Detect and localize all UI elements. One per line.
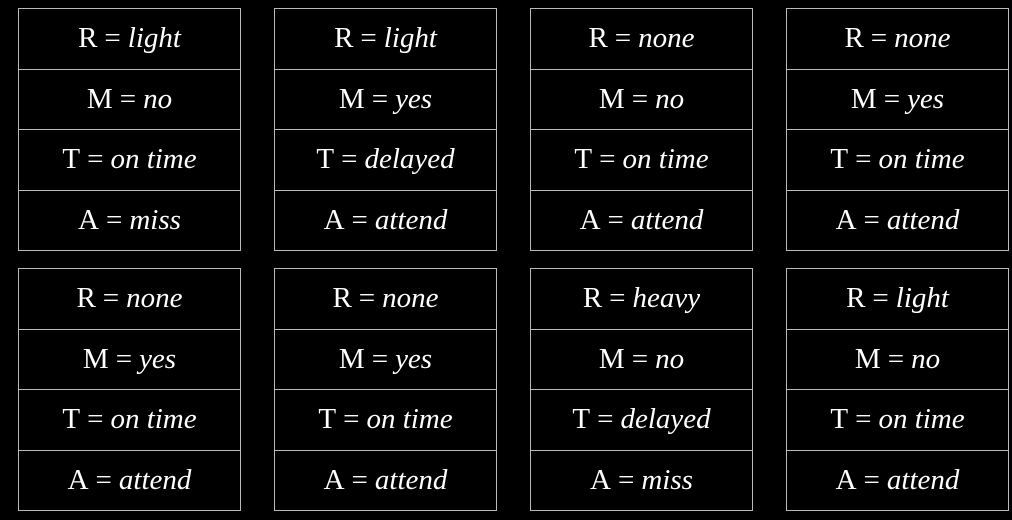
attribute-value-r: light	[383, 22, 437, 55]
attribute-value-r: none	[894, 22, 951, 55]
attribute-row-t	[19, 130, 240, 191]
equals-sign: =	[371, 342, 389, 375]
attribute-value-m: yes	[907, 82, 945, 115]
attribute-row-m	[531, 70, 752, 131]
equals-sign: =	[863, 203, 880, 236]
equals-sign: =	[631, 82, 649, 115]
attribute-value-m: no	[143, 82, 173, 115]
attribute-key-t: T	[318, 403, 337, 436]
attribute-key-a: A	[835, 203, 857, 236]
attribute-row-m	[275, 70, 496, 131]
attribute-value-r: none	[382, 282, 439, 315]
attribute-key-m: M	[86, 82, 113, 115]
attribute-row-t	[275, 130, 496, 191]
attribute-key-r: R	[332, 282, 352, 315]
example-card	[274, 268, 497, 511]
attribute-key-t: T	[316, 143, 335, 176]
attribute-row-r	[787, 269, 1008, 330]
attribute-key-a: A	[67, 463, 89, 496]
attribute-key-t: T	[830, 403, 849, 436]
attribute-row-m	[787, 330, 1008, 391]
equals-sign: =	[371, 82, 389, 115]
equals-sign: =	[887, 342, 905, 375]
example-card	[18, 268, 241, 511]
example-card	[530, 268, 753, 511]
attribute-value-m: yes	[395, 82, 433, 115]
attribute-row-r	[19, 9, 240, 70]
equals-sign: =	[95, 463, 112, 496]
attribute-value-a: miss	[641, 463, 693, 496]
attribute-value-m: yes	[139, 342, 177, 375]
equals-sign: =	[614, 22, 632, 55]
attribute-value-a: attend	[886, 463, 960, 496]
equals-sign: =	[104, 22, 121, 55]
attribute-row-m	[787, 70, 1008, 131]
attribute-value-a: attend	[630, 203, 704, 236]
equals-sign: =	[351, 203, 368, 236]
equals-sign: =	[87, 403, 104, 436]
example-card	[530, 8, 753, 251]
attribute-row-a	[531, 451, 752, 511]
attribute-row-t	[787, 390, 1008, 451]
equals-sign: =	[341, 143, 358, 176]
attribute-value-a: attend	[374, 463, 448, 496]
attribute-key-r: R	[582, 282, 603, 315]
attribute-row-t	[787, 130, 1008, 191]
attribute-value-r: light	[895, 282, 949, 315]
equals-sign: =	[351, 463, 368, 496]
attribute-key-a: A	[579, 203, 601, 236]
attribute-key-r: R	[588, 22, 608, 55]
equals-sign: =	[607, 203, 624, 236]
example-card	[786, 8, 1009, 251]
equals-sign: =	[855, 143, 872, 176]
attribute-row-m	[19, 70, 240, 131]
equals-sign: =	[631, 342, 649, 375]
attribute-key-a: A	[835, 463, 857, 496]
attribute-row-m	[19, 330, 240, 391]
equals-sign: =	[599, 143, 616, 176]
attribute-row-a	[787, 191, 1008, 251]
attribute-key-t: T	[62, 403, 81, 436]
attribute-value-a: attend	[374, 203, 448, 236]
attribute-value-m: no	[911, 342, 941, 375]
attribute-key-r: R	[334, 22, 354, 55]
equals-sign: =	[102, 282, 120, 315]
attribute-row-a	[275, 191, 496, 251]
attribute-row-r	[531, 269, 752, 330]
attribute-row-a	[19, 191, 240, 251]
attribute-row-a	[275, 451, 496, 511]
attribute-row-t	[19, 390, 240, 451]
attribute-value-r: none	[126, 282, 183, 315]
attribute-value-r: heavy	[632, 282, 701, 315]
equals-sign: =	[119, 82, 137, 115]
attribute-row-r	[275, 9, 496, 70]
attribute-key-m: M	[338, 82, 365, 115]
attribute-row-r	[19, 269, 240, 330]
attribute-key-m: M	[338, 342, 365, 375]
attribute-value-t: on time	[878, 403, 965, 436]
attribute-value-t: on time	[366, 403, 453, 436]
attribute-key-m: M	[850, 82, 877, 115]
attribute-row-m	[531, 330, 752, 391]
attribute-value-m: yes	[395, 342, 433, 375]
attribute-value-r: light	[127, 22, 181, 55]
attribute-row-t	[531, 130, 752, 191]
attribute-key-t: T	[572, 403, 591, 436]
equals-sign: =	[609, 282, 626, 315]
attribute-row-r	[275, 269, 496, 330]
attribute-row-t	[531, 390, 752, 451]
attribute-key-r: R	[846, 282, 866, 315]
attribute-key-t: T	[574, 143, 593, 176]
attribute-row-t	[275, 390, 496, 451]
attribute-row-a	[787, 451, 1008, 511]
attribute-key-a: A	[78, 203, 99, 236]
attribute-key-t: T	[830, 143, 849, 176]
attribute-key-m: M	[854, 342, 881, 375]
equals-sign: =	[597, 403, 614, 436]
equals-sign: =	[358, 282, 376, 315]
attribute-key-a: A	[590, 463, 611, 496]
attribute-key-a: A	[323, 463, 345, 496]
attribute-value-t: on time	[110, 143, 197, 176]
equals-sign: =	[870, 22, 888, 55]
example-card	[274, 8, 497, 251]
attribute-value-t: delayed	[620, 403, 711, 436]
example-card	[786, 268, 1009, 511]
attribute-key-m: M	[598, 342, 625, 375]
equals-sign: =	[872, 282, 889, 315]
equals-sign: =	[106, 203, 123, 236]
attribute-value-m: no	[655, 342, 685, 375]
attribute-row-a	[531, 191, 752, 251]
attribute-key-a: A	[323, 203, 345, 236]
attribute-value-r: none	[638, 22, 695, 55]
attribute-value-a: attend	[118, 463, 192, 496]
attribute-value-a: miss	[129, 203, 181, 236]
attribute-row-m	[275, 330, 496, 391]
attribute-key-m: M	[598, 82, 625, 115]
attribute-value-t: on time	[622, 143, 709, 176]
example-card	[18, 8, 241, 251]
attribute-value-m: no	[655, 82, 685, 115]
equals-sign: =	[618, 463, 635, 496]
equals-sign: =	[863, 463, 880, 496]
attribute-value-t: delayed	[364, 143, 455, 176]
attribute-key-t: T	[62, 143, 81, 176]
equals-sign: =	[87, 143, 104, 176]
attribute-key-m: M	[82, 342, 109, 375]
attribute-value-t: on time	[110, 403, 197, 436]
attribute-value-a: attend	[886, 203, 960, 236]
attribute-row-a	[19, 451, 240, 511]
attribute-key-r: R	[76, 282, 96, 315]
attribute-key-r: R	[844, 22, 864, 55]
attribute-value-t: on time	[878, 143, 965, 176]
attribute-key-r: R	[78, 22, 98, 55]
attribute-row-r	[787, 9, 1008, 70]
equals-sign: =	[360, 22, 377, 55]
equals-sign: =	[343, 403, 360, 436]
equals-sign: =	[115, 342, 133, 375]
equals-sign: =	[855, 403, 872, 436]
attribute-row-r	[531, 9, 752, 70]
equals-sign: =	[883, 82, 901, 115]
